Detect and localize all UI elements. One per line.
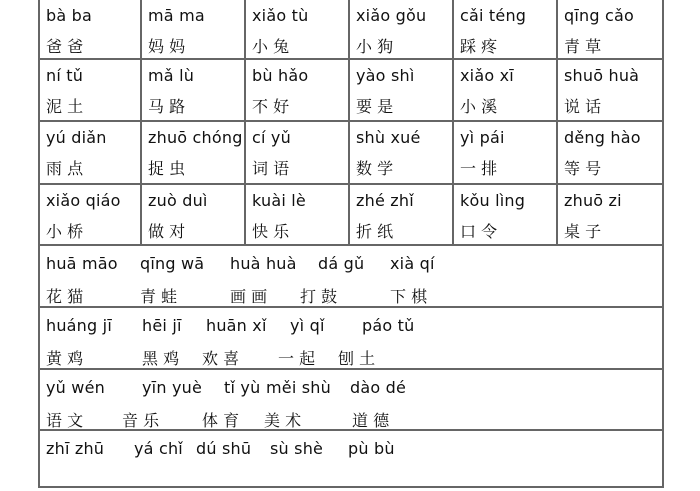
hanzi: 画 画: [230, 287, 268, 306]
hanzi: 欢 喜: [202, 349, 240, 368]
word-cell: [558, 185, 658, 243]
pinyin: zhī zhū: [46, 439, 105, 458]
hanzi: 下 棋: [390, 287, 428, 306]
pinyin: yá chǐ: [134, 439, 183, 458]
pinyin: pù bù: [348, 439, 395, 458]
word-cell: [454, 60, 554, 118]
pinyin: xiǎo tù: [252, 6, 309, 25]
hanzi: 泥 土: [46, 97, 84, 116]
hanzi: 一 排: [460, 159, 498, 178]
pinyin: kǒu lìng: [460, 191, 526, 210]
word-cell: [350, 185, 450, 243]
pinyin: mā ma: [148, 6, 205, 25]
hanzi: 小 溪: [460, 97, 498, 116]
pinyin: yǔ wén: [46, 378, 105, 397]
hanzi: 做 对: [148, 222, 186, 241]
pinyin: ní tǔ: [46, 66, 84, 85]
pinyin: huà huà: [230, 254, 297, 273]
pinyin: huā māo: [46, 254, 118, 273]
hanzi: 快 乐: [252, 222, 290, 241]
phrase-row: [38, 246, 664, 306]
word-cell: [558, 0, 658, 58]
word-cell: [40, 185, 140, 243]
word-cell: [40, 60, 140, 118]
pinyin: hēi jī: [142, 316, 182, 335]
pinyin: huáng jī: [46, 316, 112, 335]
pinyin: zuò duì: [148, 191, 208, 210]
word-cell: [350, 60, 450, 118]
word-cell: [246, 60, 346, 118]
pinyin: xià qí: [390, 254, 435, 273]
word-cell: [40, 0, 140, 58]
hanzi: 美 术: [264, 411, 302, 430]
word-cell: [142, 185, 242, 243]
hanzi: 黑 鸡: [142, 349, 180, 368]
hanzi: 说 话: [564, 97, 602, 116]
pinyin: cí yǔ: [252, 128, 291, 147]
pinyin: yú diǎn: [46, 128, 107, 147]
hanzi: 口 令: [460, 222, 498, 241]
hanzi: 道 德: [352, 411, 390, 430]
word-cell: [246, 0, 346, 58]
pinyin: huān xǐ: [206, 316, 267, 335]
pinyin: sù shè: [270, 439, 324, 458]
hanzi: 捉 虫: [148, 159, 186, 178]
hanzi: 花 猫: [46, 287, 84, 306]
phrase-row: [38, 370, 664, 430]
hanzi: 数 学: [356, 159, 394, 178]
word-cell: [350, 122, 450, 180]
word-cell: [558, 122, 658, 180]
pinyin: zhuō zi: [564, 191, 622, 210]
phrase-row: [38, 431, 664, 491]
word-cell: [454, 0, 554, 58]
word-cell: [246, 185, 346, 243]
pinyin: dá gǔ: [318, 254, 365, 273]
pinyin: měi shù: [266, 378, 331, 397]
pinyin: mǎ lù: [148, 66, 195, 85]
pinyin: zhé zhǐ: [356, 191, 414, 210]
pinyin: shuō huà: [564, 66, 640, 85]
hanzi: 雨 点: [46, 159, 84, 178]
word-cell: [142, 60, 242, 118]
hanzi: 黄 鸡: [46, 349, 84, 368]
word-cell: [142, 122, 242, 180]
hanzi: 小 桥: [46, 222, 84, 241]
pinyin: tǐ yù: [224, 378, 261, 397]
pinyin: bù hǎo: [252, 66, 309, 85]
hanzi: 词 语: [252, 159, 290, 178]
hanzi: 打 鼓: [300, 287, 338, 306]
hanzi: 马 路: [148, 97, 186, 116]
pinyin: dú shū: [196, 439, 252, 458]
word-cell: [246, 122, 346, 180]
pinyin: yì qǐ: [290, 316, 325, 335]
hanzi: 折 纸: [356, 222, 394, 241]
vocabulary-sheet: [38, 0, 664, 488]
hanzi: 小 兔: [252, 37, 290, 56]
hanzi: 妈 妈: [148, 37, 186, 56]
hanzi: 青 草: [564, 37, 602, 56]
pinyin: děng hào: [564, 128, 641, 147]
pinyin: yào shì: [356, 66, 415, 85]
hanzi: 一 起: [278, 349, 316, 368]
word-cell: [454, 122, 554, 180]
pinyin: cǎi téng: [460, 6, 527, 25]
hanzi: 语 文: [46, 411, 84, 430]
word-cell: [454, 185, 554, 243]
pinyin: yì pái: [460, 128, 505, 147]
pinyin: dào dé: [350, 378, 407, 397]
pinyin: xiǎo xī: [460, 66, 514, 85]
pinyin: bà ba: [46, 6, 93, 25]
pinyin: qīng cǎo: [564, 6, 634, 25]
pinyin: zhuō chóng: [148, 128, 243, 147]
pinyin: qīng wā: [140, 254, 205, 273]
hanzi: 不 好: [252, 97, 290, 116]
hanzi: 青 蛙: [140, 287, 178, 306]
pinyin: xiǎo gǒu: [356, 6, 427, 25]
pinyin: yīn yuè: [142, 378, 202, 397]
hanzi: 体 育: [202, 411, 240, 430]
hanzi: 音 乐: [122, 411, 160, 430]
word-cell: [40, 122, 140, 180]
hanzi: 小 狗: [356, 37, 394, 56]
hanzi: 爸 爸: [46, 37, 84, 56]
pinyin: shù xué: [356, 128, 421, 147]
hanzi: 桌 子: [564, 222, 602, 241]
pinyin: kuài lè: [252, 191, 306, 210]
hanzi: 刨 土: [338, 349, 376, 368]
hanzi: 要 是: [356, 97, 394, 116]
hanzi: 踩 疼: [460, 37, 498, 56]
pinyin: páo tǔ: [362, 316, 415, 335]
word-cell: [350, 0, 450, 58]
word-cell: [142, 0, 242, 58]
pinyin: xiǎo qiáo: [46, 191, 121, 210]
phrase-row: [38, 308, 664, 368]
word-cell: [558, 60, 658, 118]
hanzi: 等 号: [564, 159, 602, 178]
